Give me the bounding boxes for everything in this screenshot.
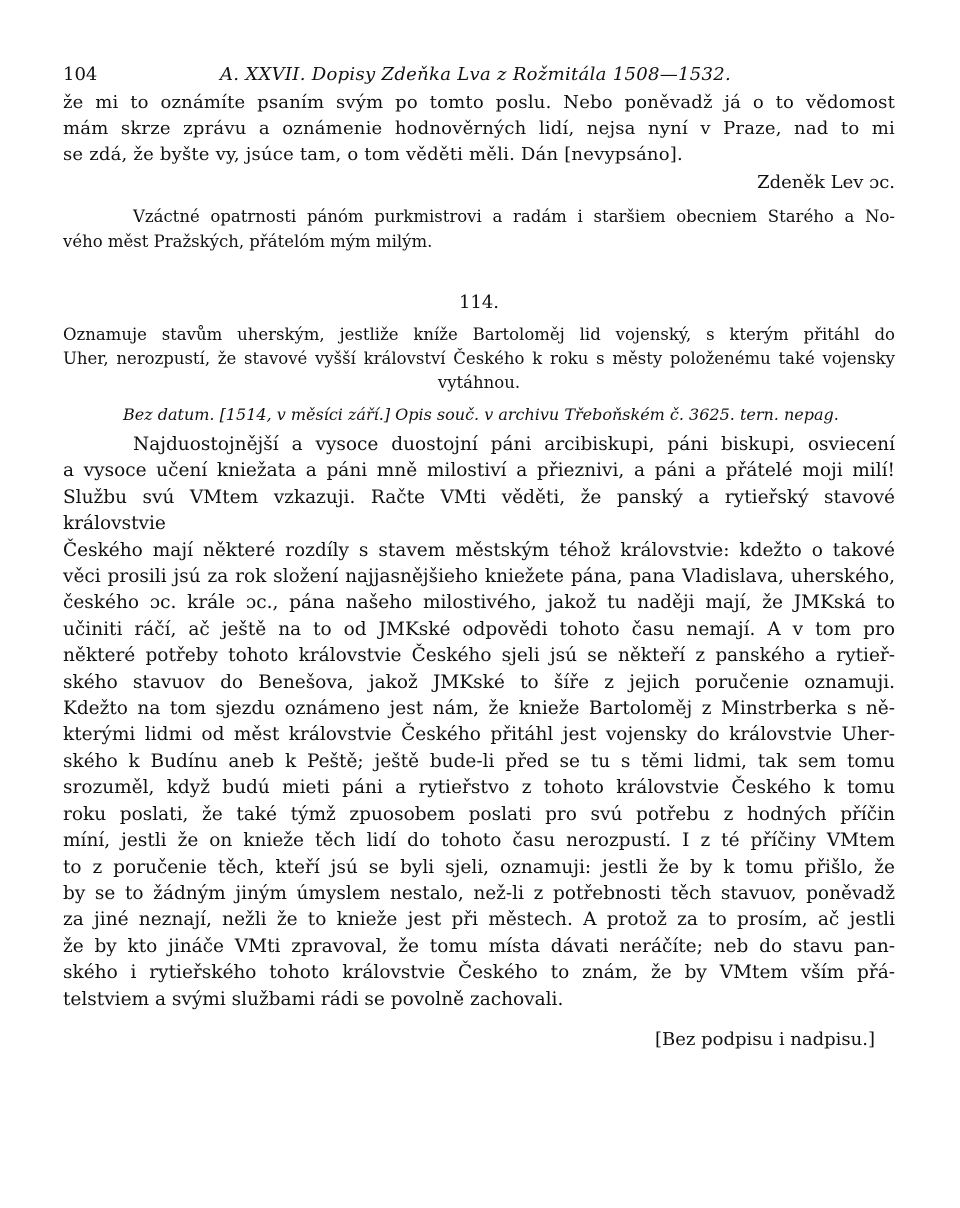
body-line: ského k Budínu aneb k Peště; ještě bude-li před se tu s těmi lidmi, tak sem tomu — [63, 750, 895, 772]
text-line: že mi to oznámíte psaním svým po tomto poslu. Nebo poněvadž já o to vědomost — [63, 92, 895, 113]
body-line: roku poslati, že také týmž zpuosobem poslati pro svú potřebu z hodných příčin — [63, 803, 895, 825]
letter-body — [63, 432, 895, 1013]
body-line: některé potřeby tohoto královstvie Českého sjeli jsú se někteří z panského a rytieř- — [63, 645, 895, 667]
source-note: Bez datum. [1514, v měsíci září.] Opis souč. v archivu Třeboňském č. 3625. tern. nepag. — [123, 405, 839, 424]
address-line: Vzáctné opatrnosti pánóm purkmistrovi a radám i staršiem obecniem Starého a No- — [133, 207, 895, 226]
page-number: 104 — [63, 64, 98, 85]
letter-address — [63, 204, 895, 254]
body-line: Najduostojnější a vysoce duostojní páni arcibiskupi, páni biskupi, osviecení — [133, 434, 895, 455]
document-page — [63, 60, 895, 1050]
body-line: to z poručenie těch, kteří jsú se byli sjeli, oznamuji: jestli že by k tomu přišlo, že — [63, 856, 895, 878]
body-line: míní, jestli že on knieže těch lidí do tohoto času nerozpustí. I z té příčiny VMtem — [63, 830, 895, 852]
address-line: vého měst Pražských, přátelóm mým milým. — [63, 232, 433, 251]
body-line: Kdežto na tom sjezdu oznámeno jest nám, že knieže Bartoloměj z Minstrberka s ně- — [63, 698, 895, 720]
page-header — [63, 60, 895, 90]
body-line: věci prosili jsú za rok složení najjasnějšieho kniežete pána, pana Vladislava, uherského, — [63, 566, 895, 588]
running-title: A. XXVII. Dopisy Zdeňka Lva z Rožmitála 1508—1532. — [220, 64, 732, 85]
body-line: Službu svú VMtem vzkazuji. Račte VMti věděti, že panský a rytieřský stavové královstvie — [63, 486, 895, 535]
body-line: srozuměl, když budú mieti páni a rytieřstvo z tohoto královstvie Českého k tomu — [63, 777, 895, 799]
body-line: že by kto jináče VMti zpravoval, že tomu místa dávati neráčíte; neb do stavu pan- — [63, 935, 895, 957]
regest — [63, 323, 895, 395]
body-line: by se to žádným jiným úmyslem nestalo, než-li z potřebnosti těch stavuov, poněvadž — [63, 882, 895, 904]
body-line: za jiné neznají, nežli že to knieže jest při městech. A protož za to prosím, ač jestli — [63, 909, 895, 931]
letter-113-ending — [63, 90, 895, 168]
body-line: učiniti ráčí, ač ještě na to od JMKské odpovědi tohoto času nemají. A v tom pro — [63, 618, 895, 640]
closing-note: [Bez podpisu i nadpisu.] — [655, 1028, 875, 1050]
body-line: a vysoce učení kniežata a páni mně milostiví a přieznivi, a páni a přátelé moji milí! — [63, 460, 895, 482]
body-line: ského i rytieřského tohoto královstvie Českého to znám, že by VMtem vším přá- — [63, 962, 895, 984]
text-line: se zdá, že byšte vy, jsúce tam, o tom věděti měli. Dán [nevypsáno]. — [63, 144, 683, 165]
body-line: kterými lidmi od měst královstvie Českého přitáhl jest vojensky do královstvie Uher- — [63, 724, 895, 746]
signature: Zdeněk Lev ɔc. — [757, 172, 895, 193]
body-line: telstviem a svými službami rádi se povolně zachovali. — [63, 988, 564, 1010]
body-line: Českého mají některé rozdíly s stavem městským téhož královstvie: kdežto o takové — [63, 539, 895, 561]
text-line: mám skrze zprávu a oznámenie hodnověrných lidí, nejsa nyní v Praze, nad to mi — [63, 118, 895, 139]
regest-line: vytáhnou. — [437, 373, 521, 392]
regest-line: Uher, nerozpustí, že stavové vyšší království Českého k roku s městy položenému také vojensky — [63, 349, 895, 368]
letter-number: 114. — [458, 292, 500, 313]
body-line: ského stavuov do Benešova, jakož JMKské to šíře z jejich poručenie oznamuji. — [63, 671, 895, 693]
body-line: českého ɔc. krále ɔc., pána našeho milostivého, jakož tu naději mají, že JMKská to — [63, 592, 895, 614]
regest-line: Oznamuje stavům uherským, jestliže kníže Bartoloměj lid vojenský, s kterým přitáhl do — [63, 325, 895, 344]
